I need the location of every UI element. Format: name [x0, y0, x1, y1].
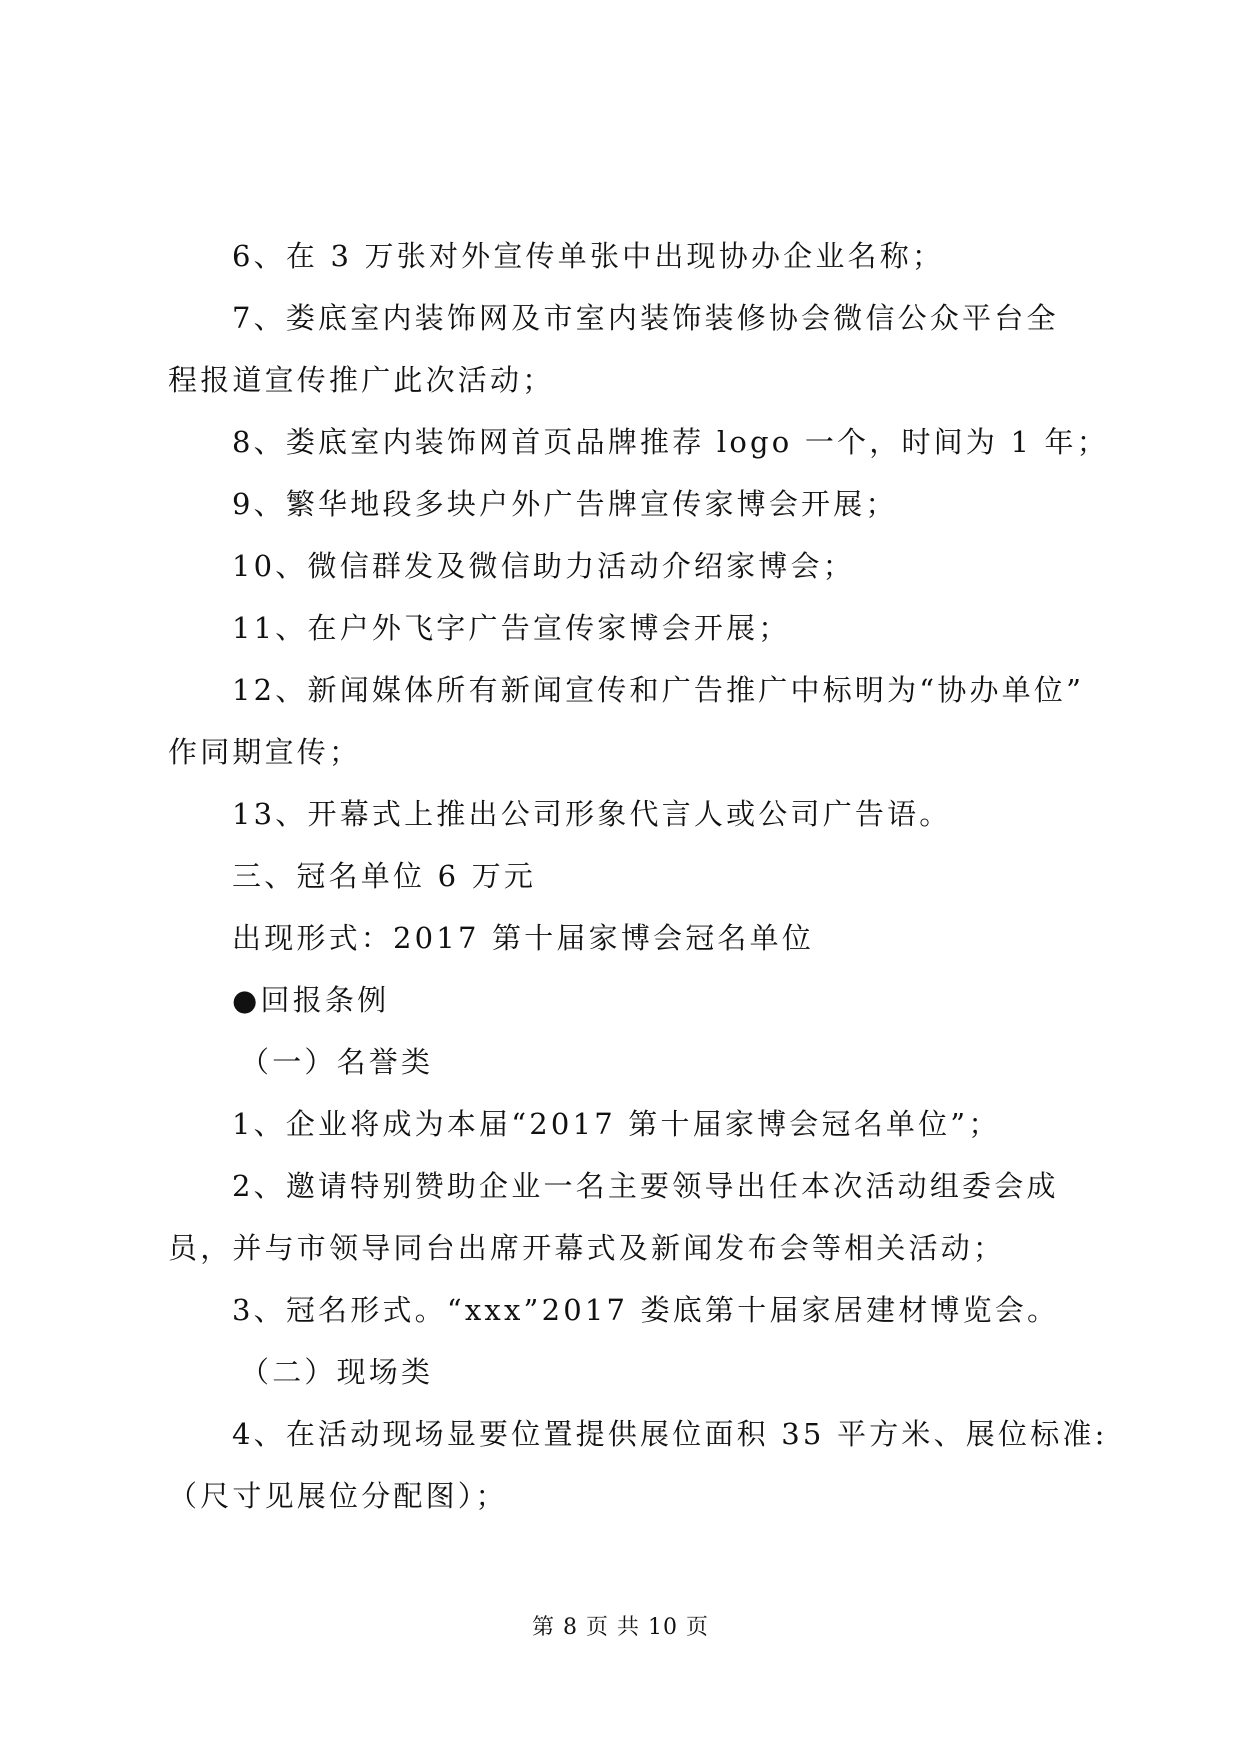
text-line-12-cont: 作同期宣传；	[168, 735, 362, 769]
text-line-honor-1: 1、企业将成为本届“2017 第十届家博会冠名单位”；	[232, 1107, 1001, 1141]
text-line-11: 11、在户外飞字广告宣传家博会开展；	[232, 611, 791, 645]
return-terms-heading: ●回报条例	[232, 983, 390, 1017]
text-line-onsite-4-cont: （尺寸见展位分配图）；	[168, 1479, 508, 1513]
text-line-honor-3: 3、冠名形式。“xxx”2017 娄底第十届家居建材博览会。	[232, 1293, 1060, 1327]
subheading-honor: （一）名誉类	[240, 1045, 434, 1079]
text-line-7-cont: 程报道宣传推广此次活动；	[168, 363, 555, 397]
text-line-9: 9、繁华地段多块户外广告牌宣传家博会开展；	[232, 487, 898, 521]
text-line-10: 10、微信群发及微信助力活动介绍家博会；	[232, 549, 855, 583]
text-line-6: 6、在 3 万张对外宣传单张中出现协办企业名称；	[232, 239, 945, 273]
text-line-13: 13、开幕式上推出公司形象代言人或公司广告语。	[232, 797, 952, 831]
subheading-onsite: （二）现场类	[240, 1355, 434, 1389]
text-line-7: 7、娄底室内装饰网及市室内装饰装修协会微信公众平台全	[232, 301, 1059, 335]
text-line-8: 8、娄底室内装饰网首页品牌推荐 logo 一个，时间为 1 年；	[232, 425, 1109, 459]
text-line-onsite-4: 4、在活动现场显要位置提供展位面积 35 平方米、展位标准:	[232, 1417, 1108, 1451]
page-footer: 第 8 页 共 10 页	[532, 1615, 709, 1640]
text-line-honor-2-cont: 员，并与市领导同台出席开幕式及新闻发布会等相关活动；	[168, 1231, 1006, 1265]
text-line-honor-2: 2、邀请特别赞助企业一名主要领导出任本次活动组委会成	[232, 1169, 1059, 1203]
text-line-12: 12、新闻媒体所有新闻宣传和广告推广中标明为“协办单位”	[232, 673, 1085, 707]
appearance-form: 出现形式：2017 第十届家博会冠名单位	[232, 921, 815, 955]
section-heading-title-sponsor: 三、冠名单位 6 万元	[232, 859, 537, 893]
